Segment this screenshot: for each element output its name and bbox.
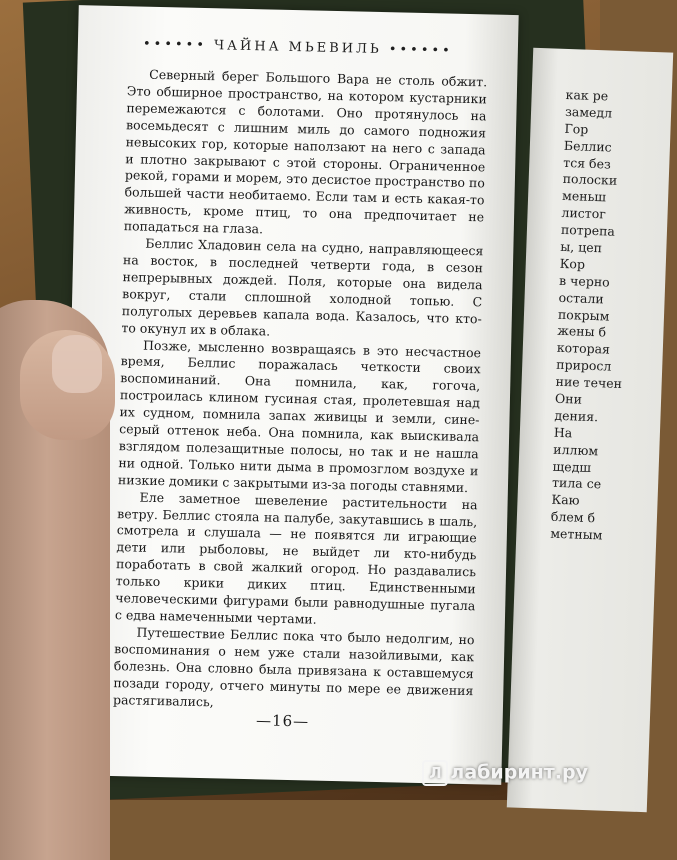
paragraph: Путешествие Беллис пока что было недолгим, но воспоминания о нем уже стали назойливыми, как болезнь. Она словно была привязана к оставшемуся позади городу, отчего минуты по мере ее движения растягивались, [112, 624, 475, 709]
right-page-line: потрепа [560, 221, 616, 239]
right-page-line: Они [554, 390, 583, 407]
right-page-line: щедш [552, 458, 592, 475]
right-page-line: тила се [551, 475, 602, 492]
watermark [422, 760, 588, 786]
right-page-line: которая [556, 340, 611, 358]
right-page-line: метным [550, 525, 603, 543]
watermark-logo-icon: Л [422, 760, 448, 786]
right-page-line: замедл [564, 103, 613, 121]
left-page [61, 5, 518, 785]
right-page-line: покрым [557, 306, 610, 324]
right-page-text [550, 87, 676, 547]
right-page-line: меньш [561, 188, 607, 205]
right-page-line: Каю [551, 492, 580, 509]
right-page-line: Кор [559, 255, 586, 272]
watermark-text: лабиринт.ру [450, 761, 588, 784]
paragraph: Еле заметное шевеление растительности на ветру. Беллис стояла на палубе, закутавшись в шаль, смотрела и слушала — не появятся ли играющие дети или рыболовы, не выйдет ли кто-нибудь поработать в свой жалкий огород. Но раздавались только крики диких птиц. Единственными человеческими фигурами были равнодушные пугала с едва намеченными чертами. [114, 489, 478, 627]
right-page-line: полоски [562, 171, 618, 189]
right-page-line: блем б [550, 508, 596, 526]
right-page-line: остали [558, 289, 605, 307]
running-header: •••••• ЧАЙНА МЬЕВИЛЬ •••••• [142, 36, 453, 59]
right-page-line: иллюм [553, 441, 599, 458]
right-page-line: тся без [563, 154, 612, 172]
right-page-line: приросл [556, 357, 612, 374]
right-page-line: дения. [554, 407, 599, 425]
right-page-line: Беллис [563, 137, 612, 155]
paragraph: Беллис Хладовин села на судно, направляющееся на восток, в последней четверти года, в сезон непрерывных дождей. Поля, которые она видела вокруг, стали сплошной холодной топью. С полуголых деревьев капала вода. Казалось, что кто-то окунул их в облака. [121, 235, 484, 339]
paragraph: Северный берег Большого Вара не столь обжит. Это обширное пространство, на котором кустарники перемежаются с болотами. Оно протянулось на восемьдесят с лишним миль до самого подножия невысоких гор, которые наползают на него с запада и плотно закрывают с этой стороны. Ограниченное рекой, горами и морем, это десистое пространство по большей части необитаемо. Если там и есть какая-то живность, кроме птиц, то она предпочитает не попадаться на глаза. [123, 66, 488, 237]
right-page-line: ы, цеп [560, 238, 603, 256]
page-body [113, 66, 487, 716]
right-page-line: в черно [558, 272, 610, 290]
page-number: —16— [255, 711, 310, 731]
paragraph: Позже, мысленно возвращаясь в это несчастное время, Беллис поражалась четкости своих воспоминаний. Она помнила, как, гогоча, построилась клином гусиная стая, пролетевшая над их судном, помнила запах живицы и земли, сине-серый оттенок неба. Она помнила, как выискивала взглядом полезащитные полосы, но так и не нашла ни одной. Только нити дыма в промозглом воздухе и низкие домики с закрытыми из-за погоды ставнями. [117, 337, 482, 495]
right-page-line: ние течен [555, 373, 623, 392]
thumb-nail [52, 335, 102, 393]
right-page-line: как ре [565, 86, 609, 104]
right-page-line: жены б [557, 323, 607, 340]
right-page-line: листог [561, 205, 607, 222]
right-page [507, 48, 673, 812]
right-page-line: Гор [564, 120, 589, 137]
right-page-line: На [553, 424, 573, 441]
